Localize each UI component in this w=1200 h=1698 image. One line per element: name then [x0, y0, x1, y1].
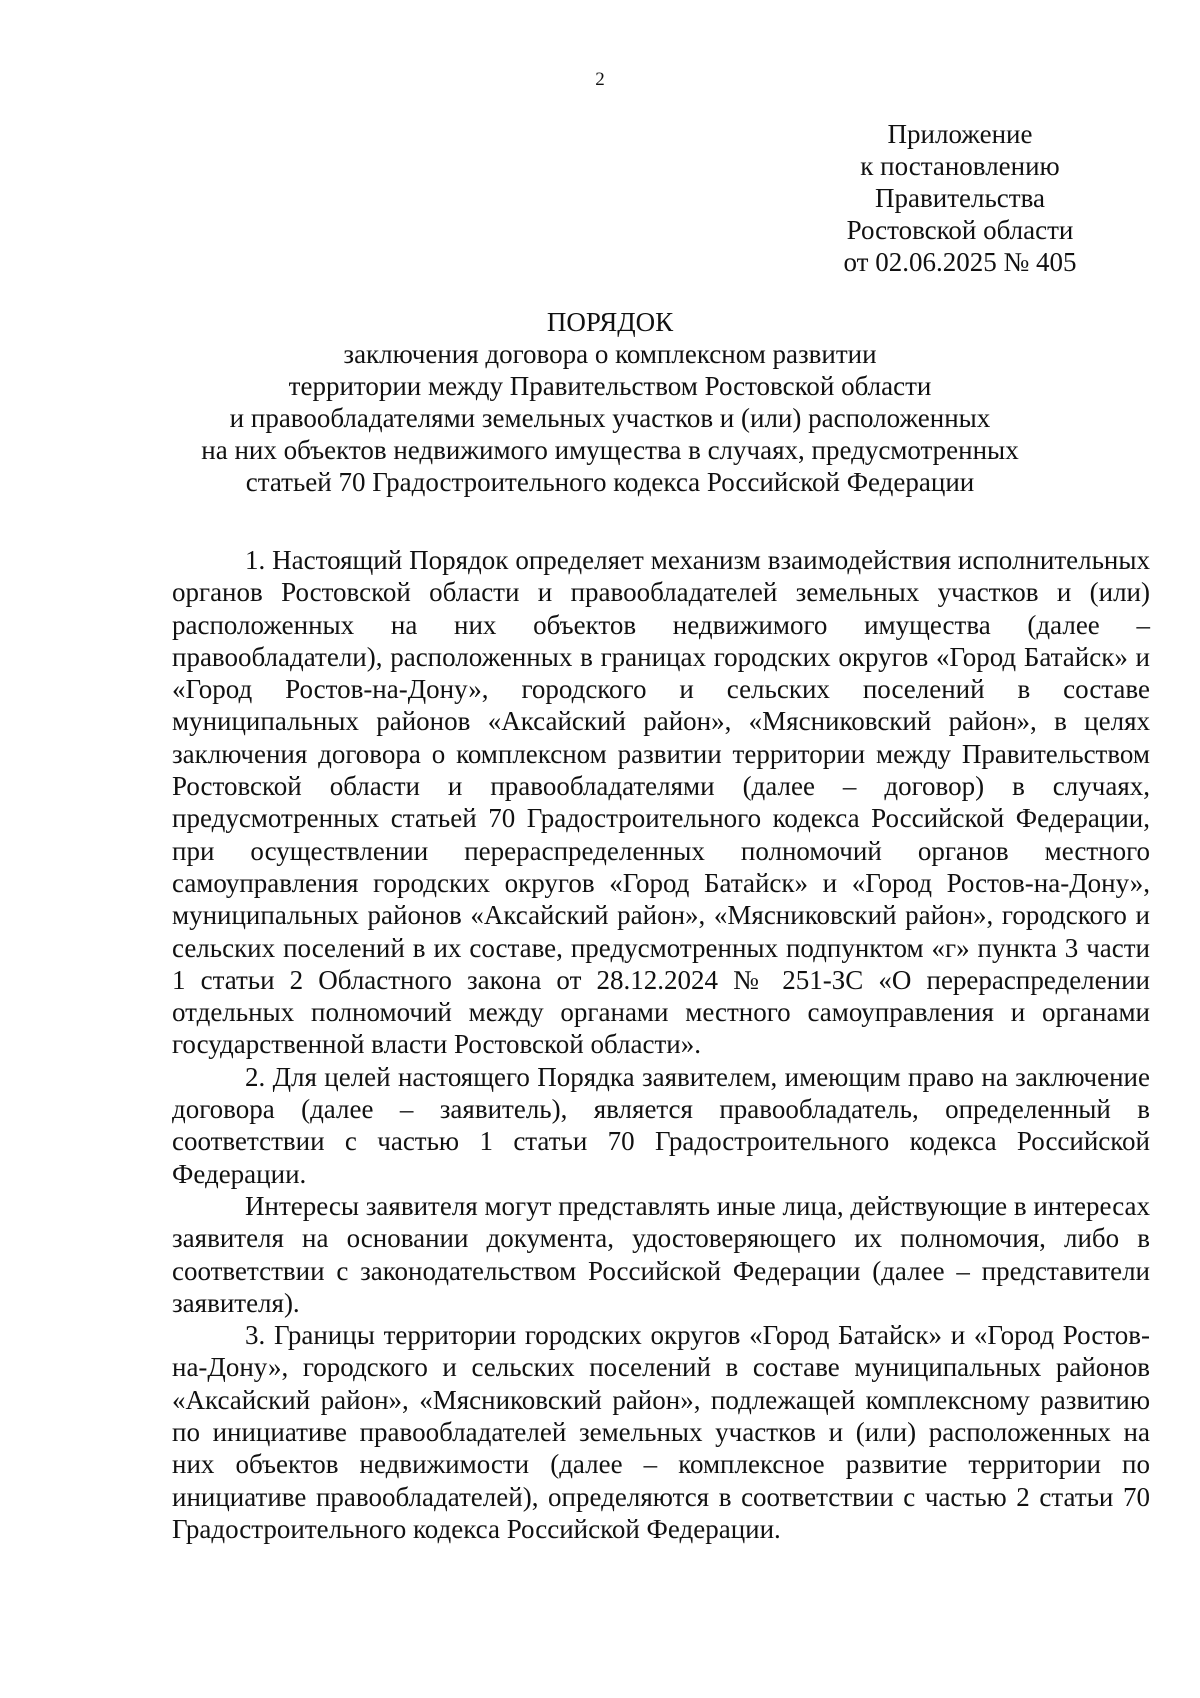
appendix-line: Ростовской области: [846, 215, 1074, 245]
paragraph-1: 1. Настоящий Порядок определяет механизм взаимодействия исполнительных органов Ростовской области и правообладателей земельных участков и (или) расположенных на них объектов недвижимого имущества (далее – правообладатели), расположенных в границах городских округов «Город Батайск» и «Город Ростов-на-Дону», городского и сельских поселений в составе муниципальных районов «Аксайский район», «Мясниковский район», в целях заключения договора о комплексном развитии территории между Правительством Ростовской области и правообладателями (далее – договор) в случаях, предусмотренных статьей 70 Градостроительного кодекса Российской Федерации, при осуществлении перераспределенных полномочий органов местного самоуправления городских округов «Город Батайск» и «Город Ростов-на-Дону», муниципальных районов «Аксайский район», «Мясниковский район», городского и сельских поселений в их составе, предусмотренных подпунктом «г» пункта 3 части 1 статьи 2 Областного закона от 28.12.2024 № 251-ЗС «О перераспределении отдельных полномочий между органами местного самоуправления и органами государственной власти Ростовской области».: [172, 545, 1150, 1060]
document-heading: ПОРЯДОК: [546, 307, 674, 337]
document-body: [172, 544, 1150, 1545]
document-subtitle-line: на них объектов недвижимого имущества в случаях, предусмотренных: [201, 435, 1019, 465]
paragraph-2: 2. Для целей настоящего Порядка заявителем, имеющим право на заключение договора (далее – заявитель), является правообладатель, определенный в соответствии с частью 1 статьи 70 Градостроительного кодекса Российской Федерации.: [172, 1061, 1150, 1189]
document-subtitle-line: и правообладателями земельных участков и (или) расположенных: [229, 403, 991, 433]
page-number: 2: [595, 69, 605, 90]
appendix-line: Правительства: [875, 183, 1045, 213]
paragraph-3: 3. Границы территории городских округов «Город Батайск» и «Город Ростов-на-Дону», городского и сельских поселений в составе муниципальных районов «Аксайский район», «Мясниковский район», подлежащей комплексному развитию по инициативе правообладателей земельных участков и (или) расположенных на них объектов недвижимости (далее – комплексное развитие территории по инициативе правообладателей), определяются в соответствии с частью 2 статьи 70 Градостроительного кодекса Российской Федерации.: [172, 1320, 1150, 1544]
document-subtitle-line: статьей 70 Градостроительного кодекса Российской Федерации: [245, 467, 975, 497]
paragraph-representatives: Интересы заявителя могут представлять иные лица, действующие в интересах заявителя на основании документа, удостоверяющего их полномочия, либо в соответствии с законодательством Российской Федерации (далее – представители заявителя).: [172, 1190, 1150, 1318]
document-title-block: [160, 306, 1060, 498]
appendix-line: от 02.06.2025 № 405: [843, 247, 1077, 277]
document-subtitle-line: заключения договора о комплексном развитии: [343, 339, 877, 369]
document-subtitle-line: территории между Правительством Ростовской области: [288, 371, 932, 401]
appendix-line: к постановлению: [860, 151, 1060, 181]
appendix-line: Приложение: [887, 119, 1033, 149]
appendix-block: [830, 118, 1090, 278]
